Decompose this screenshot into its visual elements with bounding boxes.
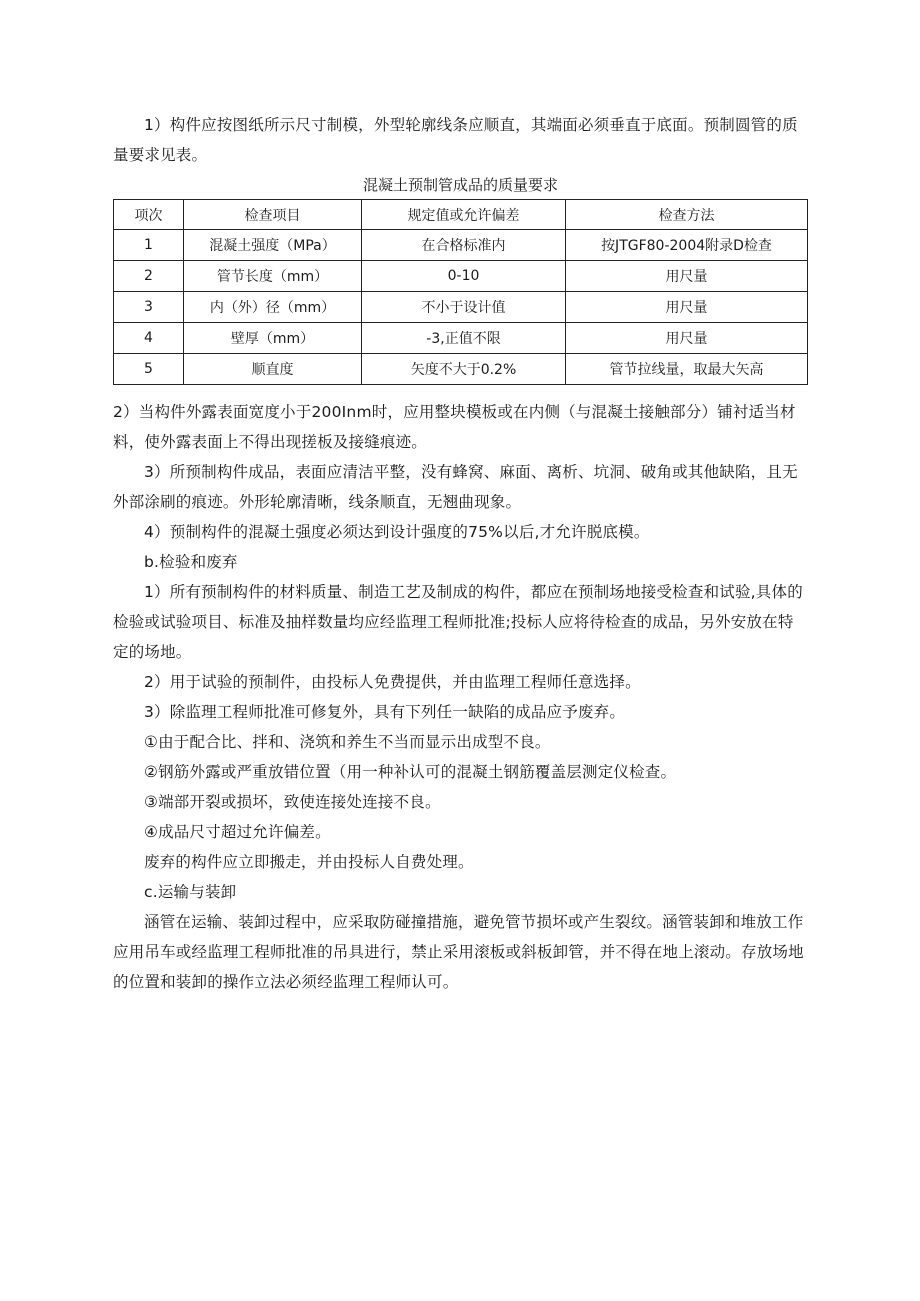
defect-item-1: ①由于配合比、拌和、浇筑和养生不当而显示出成型不良。: [144, 733, 551, 751]
table-row: [114, 354, 808, 385]
table-cell: 管节拉线量，取最大矢高: [566, 354, 808, 385]
table-cell: -3,正值不限: [362, 323, 566, 354]
paragraph-2: 2）当构件外露表面宽度小于200Inm时，应用整块模板或在内侧（与混凝土接触部分）铺衬适当材料，使外露表面上不得出现搓板及接缝痕迹。: [113, 403, 796, 451]
defect-item-2: ②钢筋外露或严重放错位置（用一种补认可的混凝土钢筋覆盖层测定仪检查。: [144, 763, 677, 781]
header-method: 检查方法: [566, 200, 808, 230]
table-row: [114, 323, 808, 354]
quality-requirements-table: [113, 199, 808, 385]
table-row: [114, 292, 808, 323]
section-heading-b: b.检验和废弃: [144, 553, 238, 571]
table-cell: 顺直度: [184, 354, 362, 385]
paragraph-b1: 1）所有预制构件的材料质量、制造工艺及制成的构件，都应在预制场地接受检查和试验,具体的检验或试验项目、标准及抽样数量均应经监理工程师批准;投标人应将待检查的成品，另外安放在特定的场地。: [113, 583, 803, 661]
table-cell: 壁厚（mm）: [184, 323, 362, 354]
table-row: [114, 230, 808, 261]
table-cell: 用尺量: [566, 323, 808, 354]
table-cell: 1: [114, 230, 184, 261]
table-cell: 0-10: [362, 261, 566, 292]
intro-paragraph: 1）构件应按图纸所示尺寸制模，外型轮廓线条应顺直，其端面必须垂直于底面。预制圆管的质量要求见表。: [113, 116, 798, 164]
table-cell: 矢度不大于0.2%: [362, 354, 566, 385]
header-item: 检查项目: [184, 200, 362, 230]
waste-paragraph: 废弃的构件应立即搬走，并由投标人自费处理。: [144, 853, 474, 871]
table-cell: 混凝土强度（MPa）: [184, 230, 362, 261]
defect-item-4: ④成品尺寸超过允许偏差。: [144, 823, 331, 841]
header-tolerance: 规定值或允许偏差: [362, 200, 566, 230]
transport-paragraph: 涵管在运输、装卸过程中，应采取防碰撞措施，避免管节损坏或产生裂纹。涵管装卸和堆放工作应用吊车或经监理工程师批准的吊具进行，禁止采用滚板或斜板卸管，并不得在地上滚动。存放场地的位置和装卸的操作立法必须经监理工程师认可。: [113, 913, 804, 991]
table-cell: 3: [114, 292, 184, 323]
table-caption: 混凝土预制管成品的质量要求: [362, 176, 558, 194]
table-cell: 用尺量: [566, 261, 808, 292]
header-index: 项次: [114, 200, 184, 230]
table-cell: 5: [114, 354, 184, 385]
paragraph-b2: 2）用于试验的预制件，由投标人免费提供，并由监理工程师任意选择。: [144, 673, 641, 691]
table-cell: 4: [114, 323, 184, 354]
paragraph-b3: 3）除监理工程师批准可修复外，具有下列任一缺陷的成品应予废弃。: [144, 703, 626, 721]
table-cell: 管节长度（mm）: [184, 261, 362, 292]
table-header-row: [114, 200, 808, 230]
paragraph-3: 3）所预制构件成品，表面应清洁平整，没有蜂窝、麻面、离析、坑洞、破角或其他缺陷，且无外部涂刷的痕迹。外形轮廓清晰，线条顺直，无翘曲现象。: [113, 463, 798, 511]
defect-item-3: ③端部开裂或损坏，致使连接处连接不良。: [144, 793, 441, 811]
table-cell: 在合格标准内: [362, 230, 566, 261]
table-cell: 用尺量: [566, 292, 808, 323]
section-heading-c: c.运输与装卸: [144, 883, 237, 901]
table-cell: 内（外）径（mm）: [184, 292, 362, 323]
table-cell: 不小于设计值: [362, 292, 566, 323]
table-cell: 按JTGF80-2004附录D检查: [566, 230, 808, 261]
table-row: [114, 261, 808, 292]
paragraph-4: 4）预制构件的混凝土强度必须达到设计强度的75%以后,才允许脱底模。: [144, 523, 650, 541]
table-cell: 2: [114, 261, 184, 292]
